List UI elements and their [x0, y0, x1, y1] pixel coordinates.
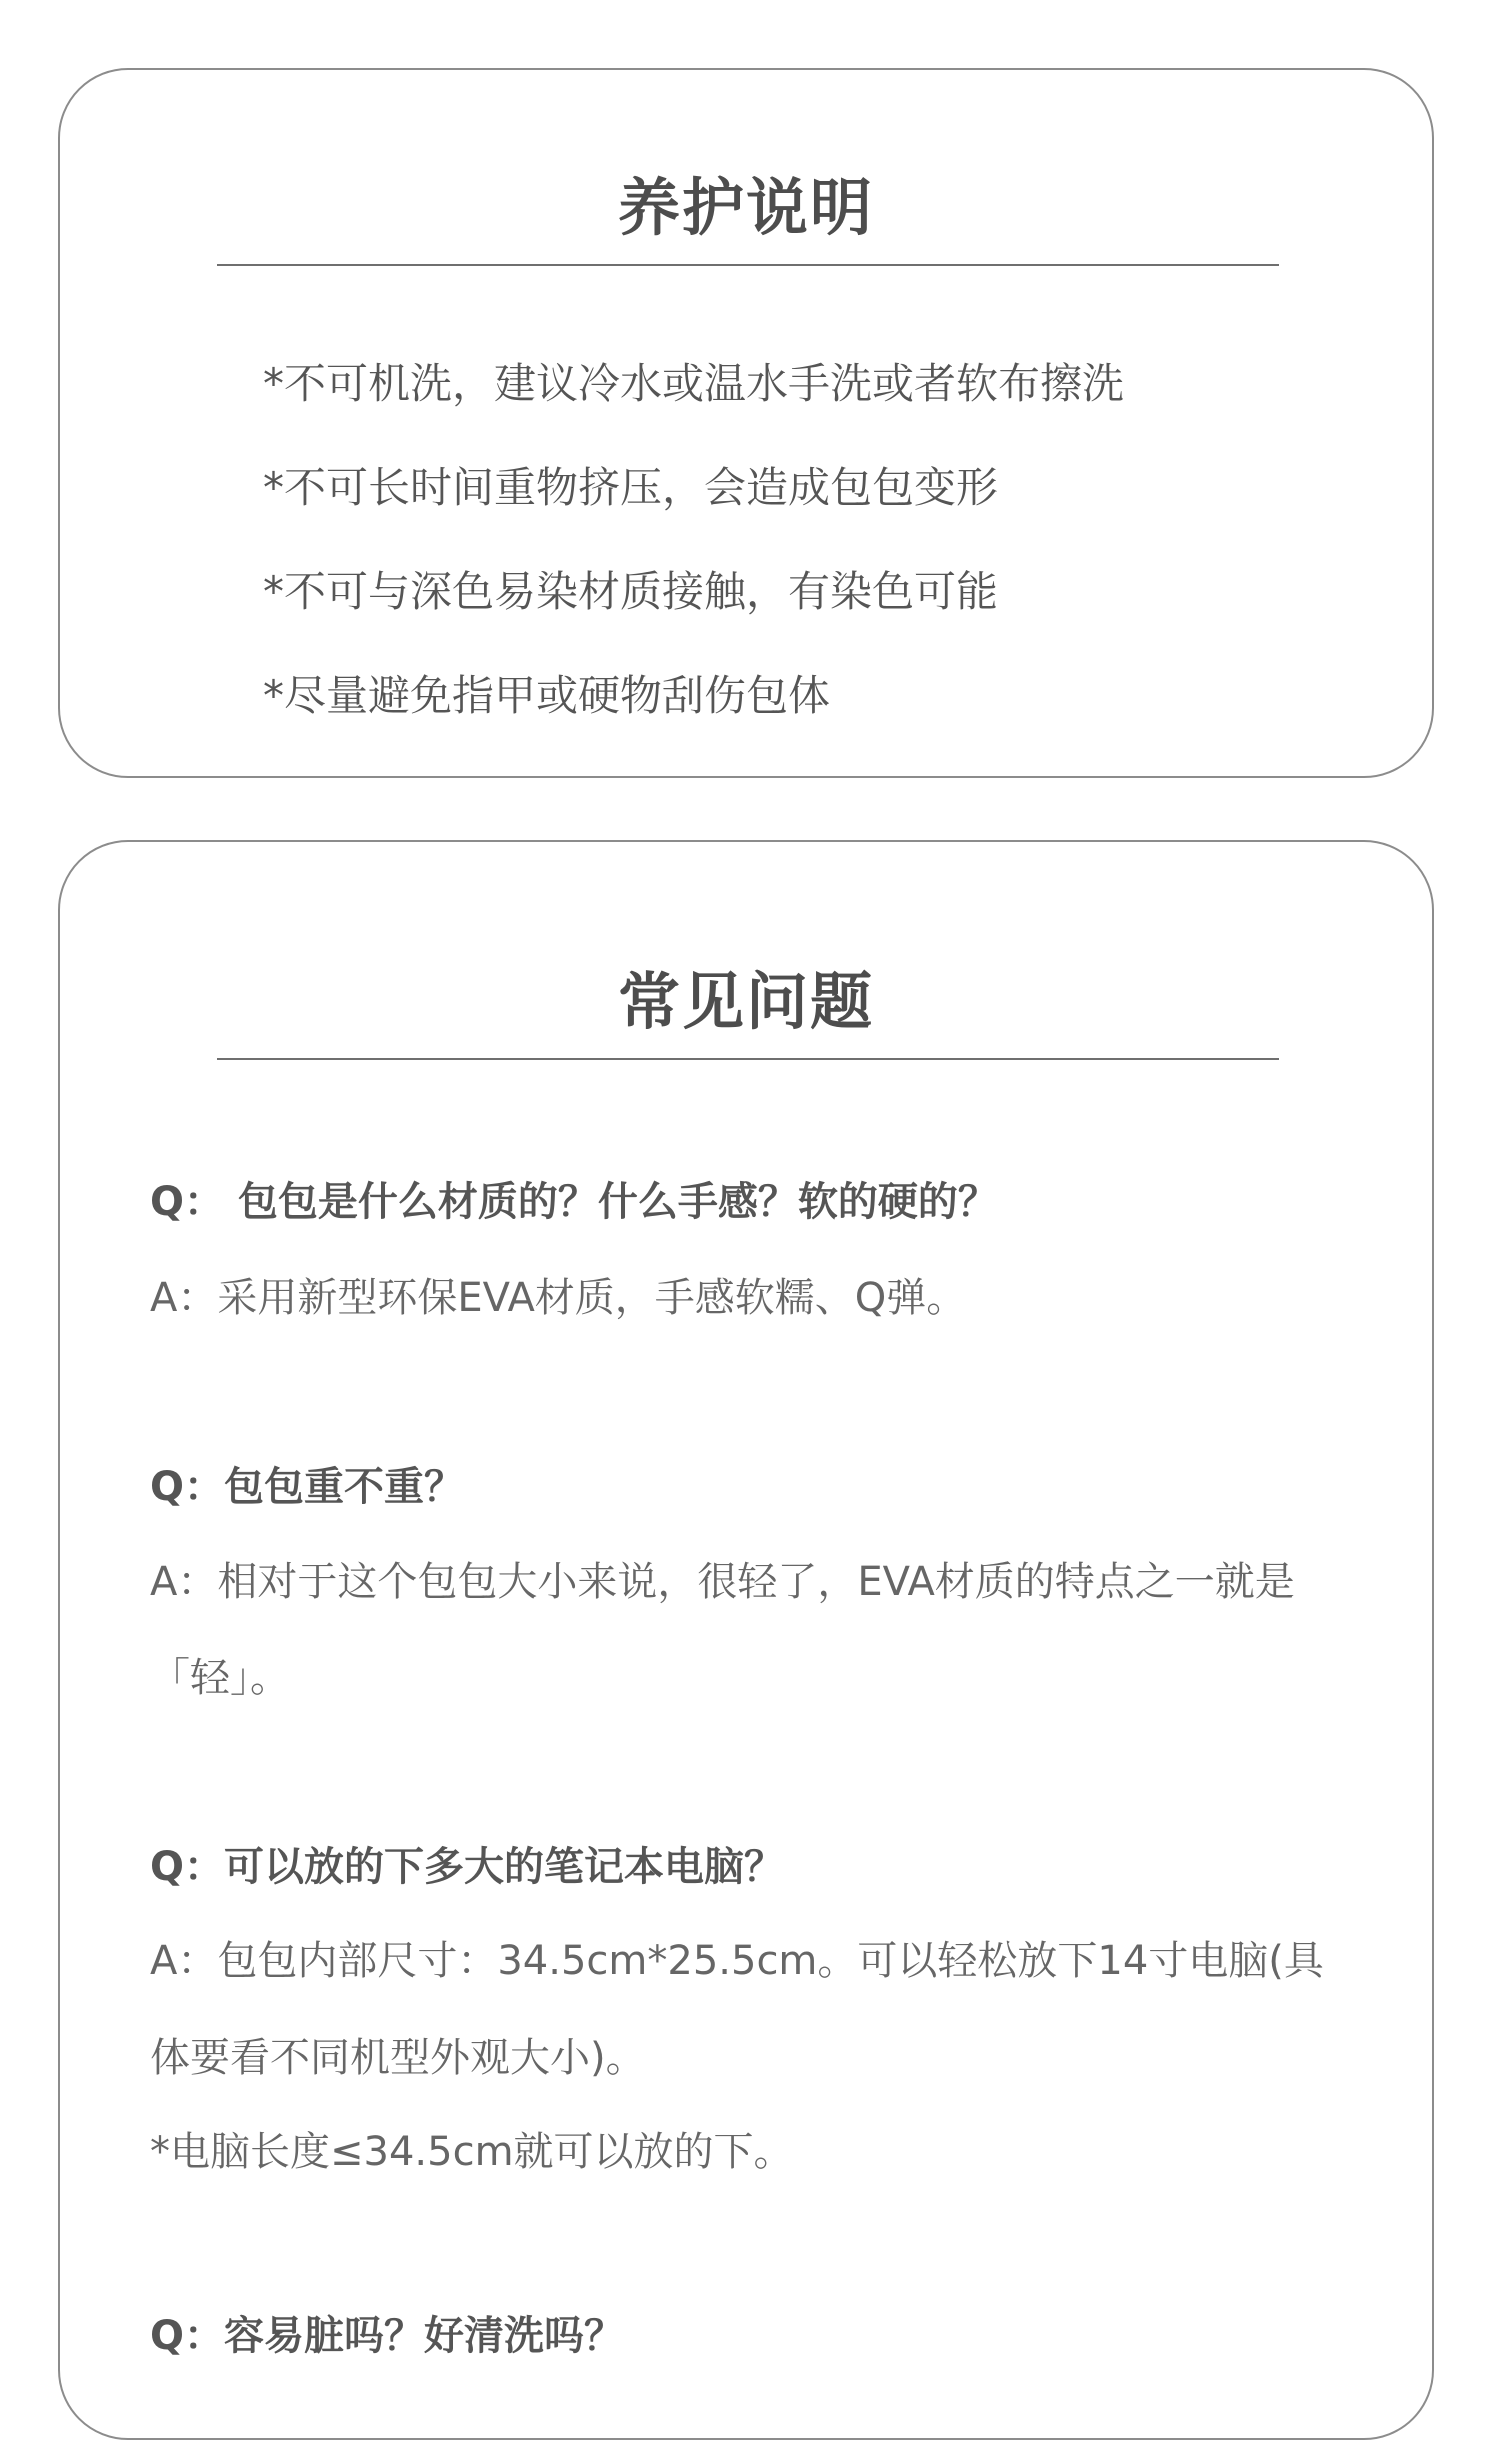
care-instructions-title: 养护说明	[617, 171, 874, 244]
faq-note: *电脑长度≤34.5cm就可以放的下。	[150, 2129, 794, 2175]
faq-answer: A：相对于这个包包大小来说，很轻了，EVA材质的特点之一就是	[150, 1559, 1295, 1605]
care-item: *不可与深色易染材质接触，有染色可能	[263, 567, 999, 616]
faq-answer: 体要看不同机型外观大小)。	[150, 2035, 646, 2081]
care-item: *不可长时间重物挤压，会造成包包变形	[263, 463, 999, 512]
faq-question: Q：可以放的下多大的笔记本电脑？	[150, 1844, 785, 1890]
faq-question: Q：包包重不重？	[150, 1464, 465, 1510]
care-item: *尽量避免指甲或硬物刮伤包体	[263, 671, 831, 720]
care-instructions-list	[263, 332, 1124, 748]
faq-title: 常见问题	[617, 965, 874, 1038]
care-instructions-card	[58, 68, 1434, 778]
faq-answer: A：采用新型环保EVA材质，手感软糯、Q弹。	[150, 1275, 967, 1321]
care-item: *不可机洗，建议冷水或温水手洗或者软布擦洗	[263, 359, 1125, 408]
faq-question: Q：容易脏吗？好清洗吗？	[150, 2313, 625, 2359]
faq-answer: 「轻」。	[150, 1655, 290, 1701]
faq-answer: A：包包内部尺寸：34.5cm*25.5cm。可以轻松放下14寸电脑(具	[150, 1938, 1324, 1984]
faq-title-divider	[217, 1058, 1279, 1060]
faq-card	[58, 840, 1434, 2440]
faq-question: Q： 包包是什么材质的？什么手感？软的硬的？	[150, 1179, 998, 1225]
care-title-divider	[217, 264, 1279, 266]
